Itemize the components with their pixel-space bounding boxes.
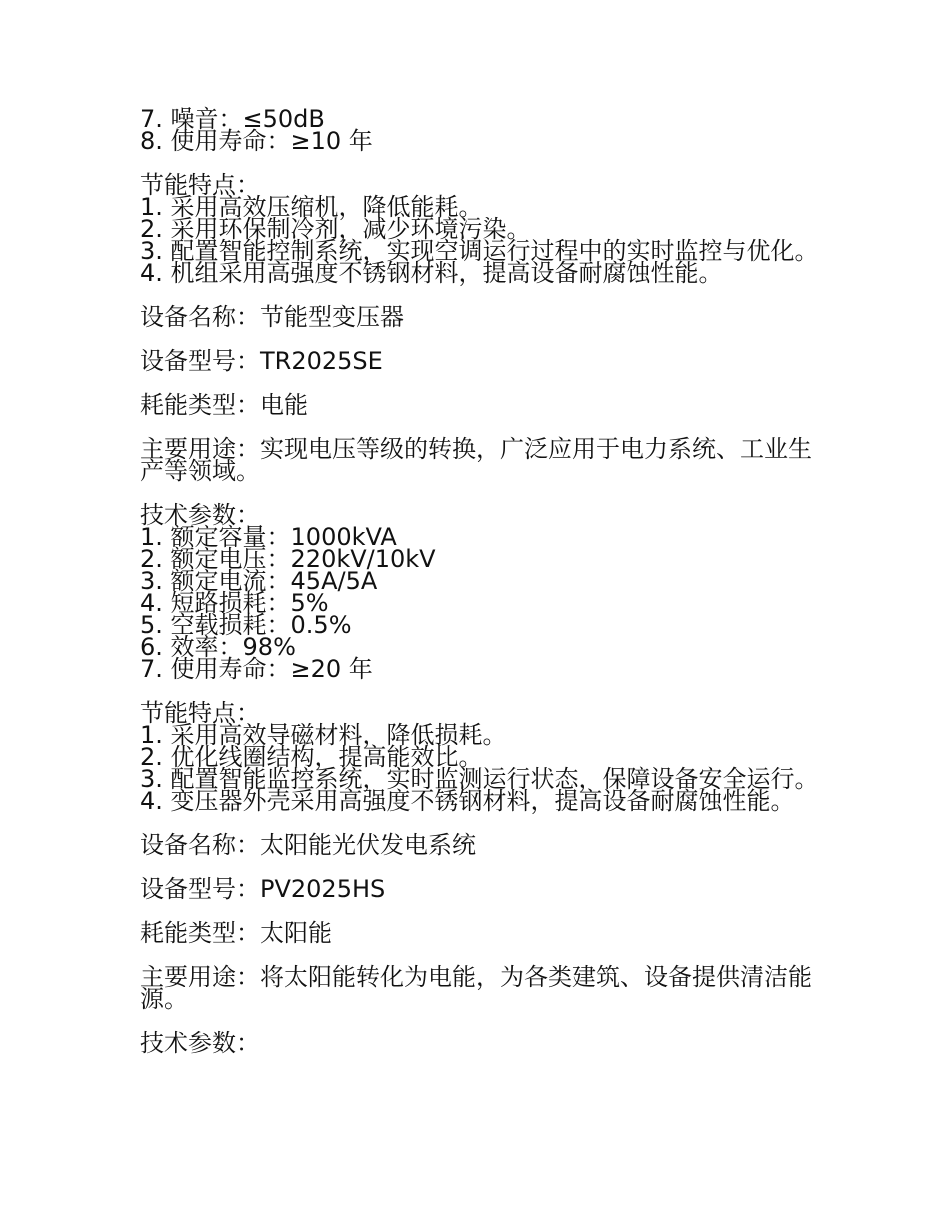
main-usage: 主要用途：将太阳能转化为电能，为各类建筑、设备提供清洁能源。 <box>140 963 812 1013</box>
param-line: 3. 额定电流：45A/5A <box>140 567 378 595</box>
feature-line: 4. 变压器外壳采用高强度不锈钢材料，提高设备耐腐蚀性能。 <box>140 787 795 815</box>
param-line: 8. 使用寿命：≥10 年 <box>140 127 373 155</box>
feature-line: 3. 配置智能监控系统，实时监测运行状态，保障设备安全运行。 <box>140 765 819 793</box>
device-name: 设备名称：太阳能光伏发电系统 <box>140 831 476 859</box>
energy-type: 耗能类型：太阳能 <box>140 919 332 947</box>
param-line: 6. 效率：98% <box>140 633 296 661</box>
param-line: 5. 空载损耗：0.5% <box>140 611 352 639</box>
feature-line: 3. 配置智能控制系统，实现空调运行过程中的实时监控与优化。 <box>140 237 819 265</box>
feature-line: 2. 采用环保制冷剂，减少环境污染。 <box>140 215 531 243</box>
feature-line: 4. 机组采用高强度不锈钢材料，提高设备耐腐蚀性能。 <box>140 259 723 287</box>
device-name: 设备名称：节能型变压器 <box>140 303 404 331</box>
param-line: 7. 噪音：≤50dB <box>140 105 325 133</box>
param-line: 7. 使用寿命：≥20 年 <box>140 655 373 683</box>
main-usage: 主要用途：实现电压等级的转换，广泛应用于电力系统、工业生产等领域。 <box>140 435 812 485</box>
feature-line: 1. 采用高效压缩机，降低能耗。 <box>140 193 483 221</box>
device-model: 设备型号：PV2025HS <box>140 875 386 903</box>
ac-features <box>140 171 820 287</box>
transformer-features <box>140 699 820 815</box>
params-heading: 技术参数： <box>140 1029 260 1057</box>
device-model: 设备型号：TR2025SE <box>140 347 383 375</box>
param-line: 1. 额定容量：1000kVA <box>140 523 397 551</box>
ac-params-tail <box>140 105 820 155</box>
param-line: 4. 短路损耗：5% <box>140 589 329 617</box>
params-heading: 技术参数： <box>140 501 260 529</box>
param-line: 2. 额定电压：220kV/10kV <box>140 545 436 573</box>
feature-line: 1. 采用高效导磁材料，降低损耗。 <box>140 721 507 749</box>
features-heading: 节能特点： <box>140 171 260 199</box>
feature-line: 2. 优化线圈结构，提高能效比。 <box>140 743 483 771</box>
features-heading: 节能特点： <box>140 699 260 727</box>
transformer-params <box>140 501 820 683</box>
document-page <box>140 105 820 1076</box>
energy-type: 耗能类型：电能 <box>140 391 308 419</box>
